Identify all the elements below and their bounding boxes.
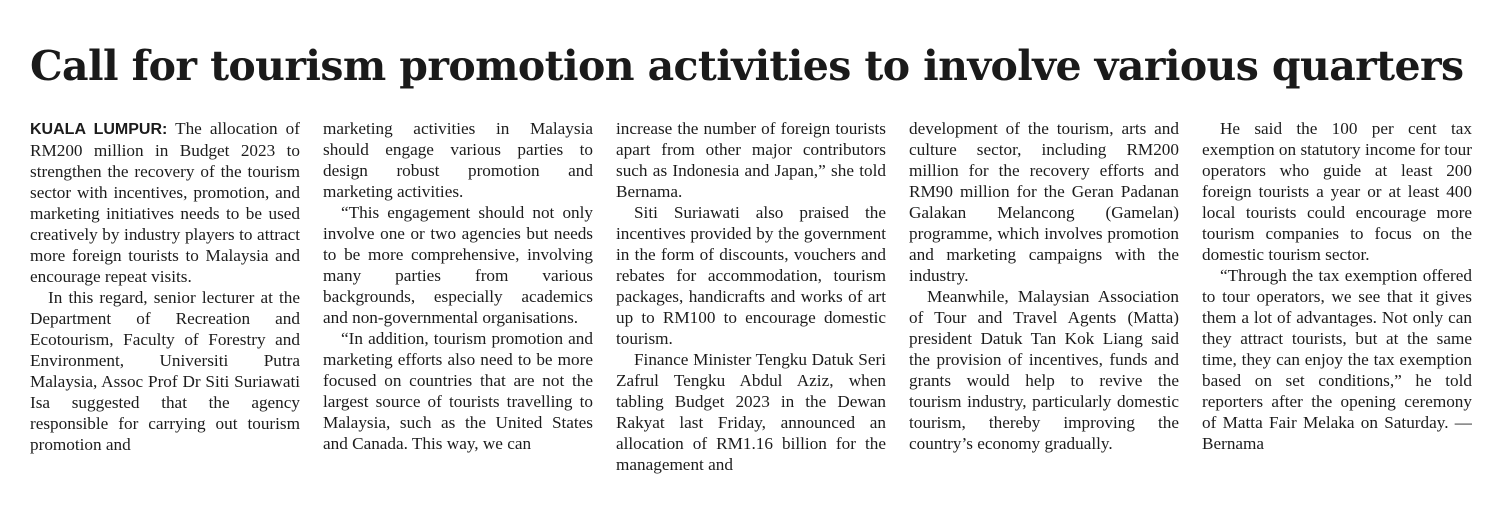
paragraph-text: The allocation of RM200 million in Budget 2023 to strengthen the recovery of the tourism sector with incentives, promotion, and marketing initiatives needs to be used creatively by industry players to attract more foreign tourists to Malaysia and encourage repeat visits. [30,119,300,286]
paragraph: He said the 100 per cent tax exemption on statutory income for tour operators who guide at least 200 foreign tourists a year or at least 400 local tourists could encourage more tourism companies to focus on the domestic tourism sector. [1202,119,1472,264]
column-4 [909,118,1179,498]
paragraph: “This engagement should not only involve one or two agencies but needs to be more comprehensive, involving many parties from various backgrounds, especially academics and non-governmental organisations. [323,203,593,327]
paragraph: Finance Minister Tengku Datuk Seri Zafrul Tengku Abdul Aziz, when tabling Budget 2023 in the Dewan Rakyat last Friday, announced an allocation of RM1.16 billion for the management and [616,350,886,474]
paragraph: “In addition, tourism promotion and marketing efforts also need to be more focused on countries that are not the largest source of tourists travelling to Malaysia, such as the United States and Canada. This way, we can [323,329,593,453]
paragraph: development of the tourism, arts and culture sector, including RM200 million for the recovery efforts and RM90 million for the Geran Padanan Galakan Melancong (Gamelan) programme, which involves promotion and marketing campaigns with the industry. [909,119,1179,285]
article-body [30,118,1475,498]
paragraph: Meanwhile, Malaysian Association of Tour and Travel Agents (Matta) president Datuk Tan Kok Liang said the provision of incentives, funds and grants would help to revive the tourism industry, particularly domestic tourism, thereby improving the country’s economy gradually. [909,287,1179,453]
paragraph: increase the number of foreign tourists apart from other major contributors such as Indonesia and Japan,” she told Bernama. [616,119,886,201]
paragraph: marketing activities in Malaysia should engage various parties to design robust promotion and marketing activities. [323,119,593,201]
column-2 [323,118,593,498]
column-3 [616,118,886,498]
paragraph: In this regard, senior lecturer at the Department of Recreation and Ecotourism, Faculty of Forestry and Environment, Universiti Putra Malaysia, Assoc Prof Dr Siti Suriawati Isa suggested that the agency responsible for carrying out tourism promotion and [30,288,300,454]
dateline: KUALA LUMPUR: [30,121,168,138]
column-5 [1202,118,1472,498]
paragraph: Siti Suriawati also praised the incentives provided by the government in the form of discounts, vouchers and rebates for accommodation, tourism packages, handicrafts and works of art up to RM100 to encourage domestic tourism. [616,203,886,348]
headline: Call for tourism promotion activities to involve various quarters [30,42,1464,90]
paragraph [30,118,300,287]
paragraph: “Through the tax exemption offered to tour operators, we see that it gives them a lot of advantages. Not only can they attract tourists, but at the same time, they can enjoy the tax exemption based on set conditions,” he told reporters after the opening ceremony of Matta Fair Melaka on Saturday. — Bernama [1202,266,1472,453]
column-1 [30,118,300,498]
